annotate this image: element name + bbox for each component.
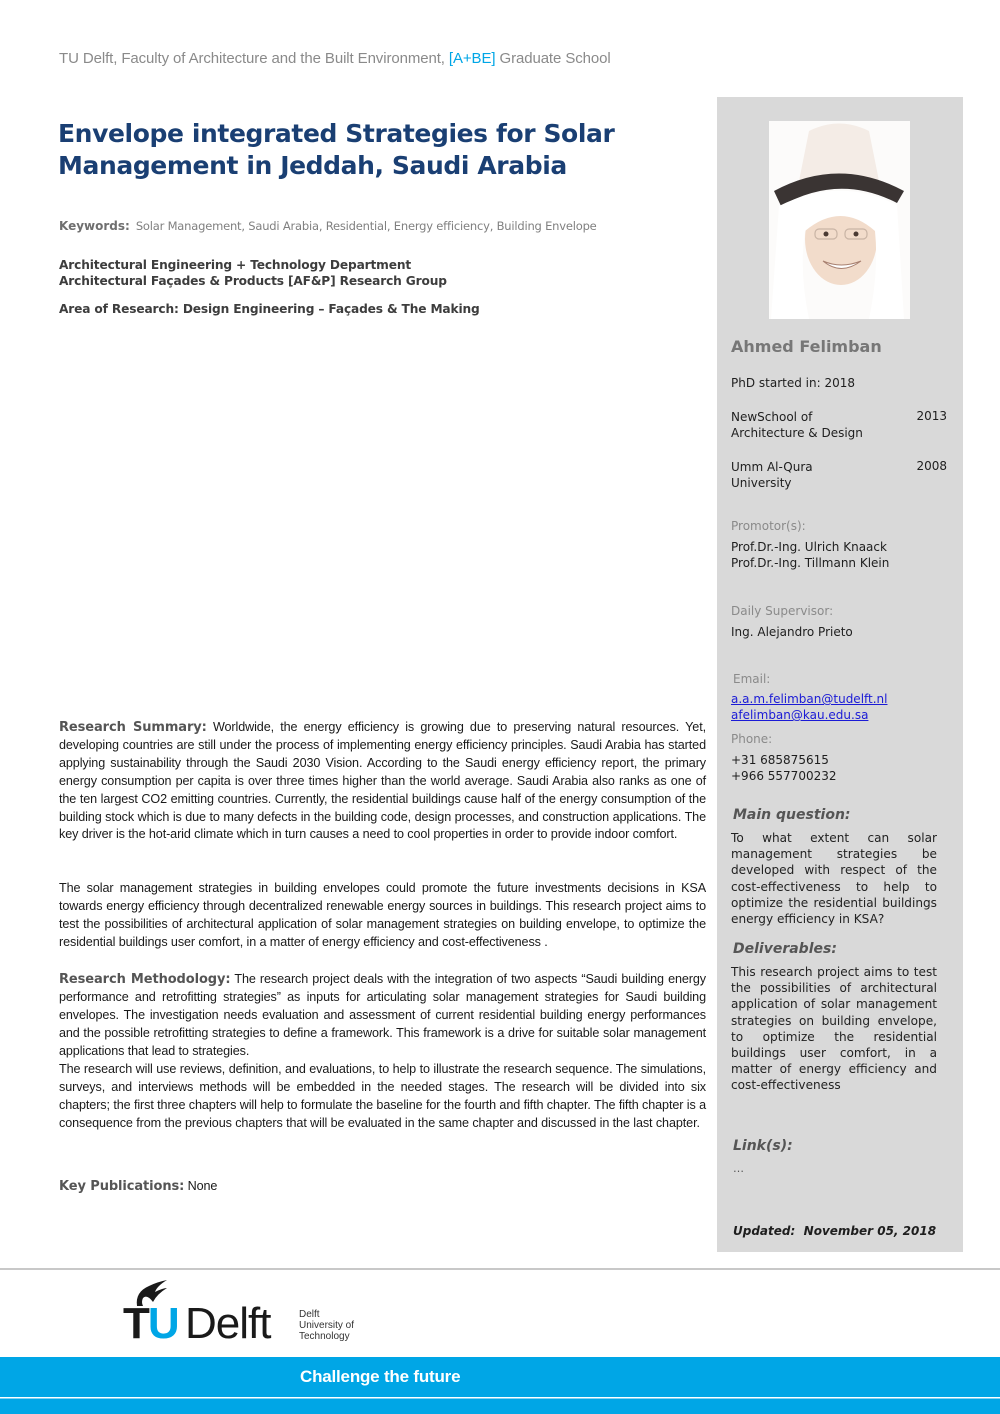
research-summary-label: Research Summary: [59,720,207,735]
research-methodology [59,971,706,1061]
main-question-text: To what extent can solar management strategies be developed with respect of the cost-effectiveness to help to optimize the residential buildings energy efficiency in KSA? [731,831,937,927]
tu-delft-logo[interactable] [123,1280,383,1350]
keywords-label: Keywords: [59,219,130,233]
title-line-1: Envelope integrated Strategies for Solar [58,119,615,148]
daily-supervisor: Ing. Alejandro Prieto [731,625,853,639]
updated-label: Updated: [733,1224,796,1238]
key-publications-label: Key Publications: [59,1179,185,1194]
education-year: 2008 [916,459,947,473]
footer-banner [0,1357,1000,1397]
school-header-prefix: TU Delft, Faculty of Architecture and the Built Environment, [59,50,449,67]
promotors-list [731,539,951,571]
email-link[interactable]: afelimban@kau.edu.sa [731,708,869,722]
research-methodology-paragraph-2: The research will use reviews, definition, and evaluations, to help to illustrate the research sequence. The simulations, surveys, and interviews methods will be embedded in the needed stages. The research will be divided into six chapters; the first three chapters will help to formulate the baseline for the fourth and fifth chapter. The fifth chapter is a consequence from the previous chapters that will be evaluated in the same chapter and discussed in the last chapter. [59,1062,706,1130]
person-portrait-icon [769,121,910,319]
page-title [58,118,698,182]
research-summary-paragraph-2: The solar management strategies in building envelopes could promote the future investments decisions in KSA towards energy efficiency through decentralized renewable energy sources in buildings. This research project aims to test the possibilities of architectural application of solar management strategies on building envelope, to optimize the residential buildings user comfort, in a matter of energy efficiency and cost-effectiveness . [59,881,706,949]
school-header-suffix: Graduate School [495,50,611,67]
phone-label: Phone: [731,732,773,746]
links-heading: Link(s): [733,1138,793,1154]
title-line-2: Management in Jeddah, Saudi Arabia [58,151,567,180]
promotor: Prof.Dr.-Ing. Ulrich Knaack [731,540,887,554]
promotors-label: Promotor(s): [731,519,806,533]
education-institution-line-2: University [731,476,792,490]
logo-delft: Delft [185,1299,271,1348]
profile-panel [717,97,963,1252]
email-link[interactable]: a.a.m.felimban@tudelft.nl [731,692,888,706]
deliverables-heading: Deliverables: [733,941,837,957]
logo-tu: TU [123,1299,178,1348]
tagline: Challenge the future [300,1367,461,1386]
deliverables-text: This research project aims to test the possibilities of architectural application of solar management strategies on building envelope, to optimize the residential buildings user comfort, in a matter of energy efficiency and cost-effectiveness [731,965,937,1093]
footer-banner-strip [0,1398,1000,1414]
education-institution-line-2: Architecture & Design [731,426,863,440]
research-methodology-label: Research Methodology: [59,972,231,987]
research-summary-text: Worldwide, the energy efficiency is growing due to preserving natural resources. Yet, developing countries are still under the process of implementing energy efficiency principles. Saudi Arabia has started applying sustainability through the Saudi 2030 Vision. According to the Saudi energy efficiency report, the primary energy consumption per capita is over three times higher than the world average. Saudi Arabia also ranks as one of the ten largest CO2 emitting countries. Currently, the residential buildings cause half of the energy consumption of the building stock which is due to many defects in the building code, design processes, and construction applications. The key driver is the hot-arid climate which in turn causes a need to cool properties in order to provide indoor comfort. [59,720,707,842]
logo-university-name: Delft University of Technology [299,1309,355,1342]
updated-date [733,1223,953,1239]
phd-started: PhD started in: 2018 [731,376,855,390]
daily-supervisor-label: Daily Supervisor: [731,604,834,618]
phone-number: +31 685875615 [731,753,829,767]
research-summary [59,719,706,844]
keywords-values: Solar Management, Saudi Arabia, Residential, Energy efficiency, Building Envelope [135,219,597,233]
profile-photo [769,121,910,319]
key-publications-value: None [184,1179,218,1193]
area-of-research: Area of Research: Design Engineering – Façades & The Making [59,302,480,316]
main-question-heading: Main question: [733,807,851,823]
keywords [59,219,597,233]
department-name: Architectural Engineering + Technology Department [59,258,412,272]
department-block [59,257,447,289]
school-header [59,50,611,67]
promotor: Prof.Dr.-Ing. Tillmann Klein [731,556,890,570]
phone-list [731,752,951,784]
research-methodology-text: The research project deals with the integration of two aspects “Saudi building energy performance and retrofitting strategies” as inputs for articulating solar management strategies for Saudi building envelopes. The investigation needs evaluation and assessment of current residential building energy performances and the possible retrofitting strategies to define a framework. This framework is a drive for suitable solar management applications that lead to strategies. [59,972,706,1058]
key-publications [59,1178,706,1196]
phone-number: +966 557700232 [731,769,837,783]
updated-value: November 05, 2018 [803,1224,937,1238]
email-label: Email: [733,672,771,686]
research-group-name: Architectural Façades & Products [AF&P] Research Group [59,274,447,288]
education-institution-line-1: Umm Al-Qura [731,460,813,474]
graduate-school-accent: [A+BE] [448,50,496,67]
education-year: 2013 [916,409,947,423]
footer-divider [0,1268,1000,1270]
education-institution-line-1: NewSchool of [731,410,813,424]
researcher-name: Ahmed Felimban [731,337,882,356]
email-list [731,691,951,723]
links-value: … [733,1162,744,1175]
